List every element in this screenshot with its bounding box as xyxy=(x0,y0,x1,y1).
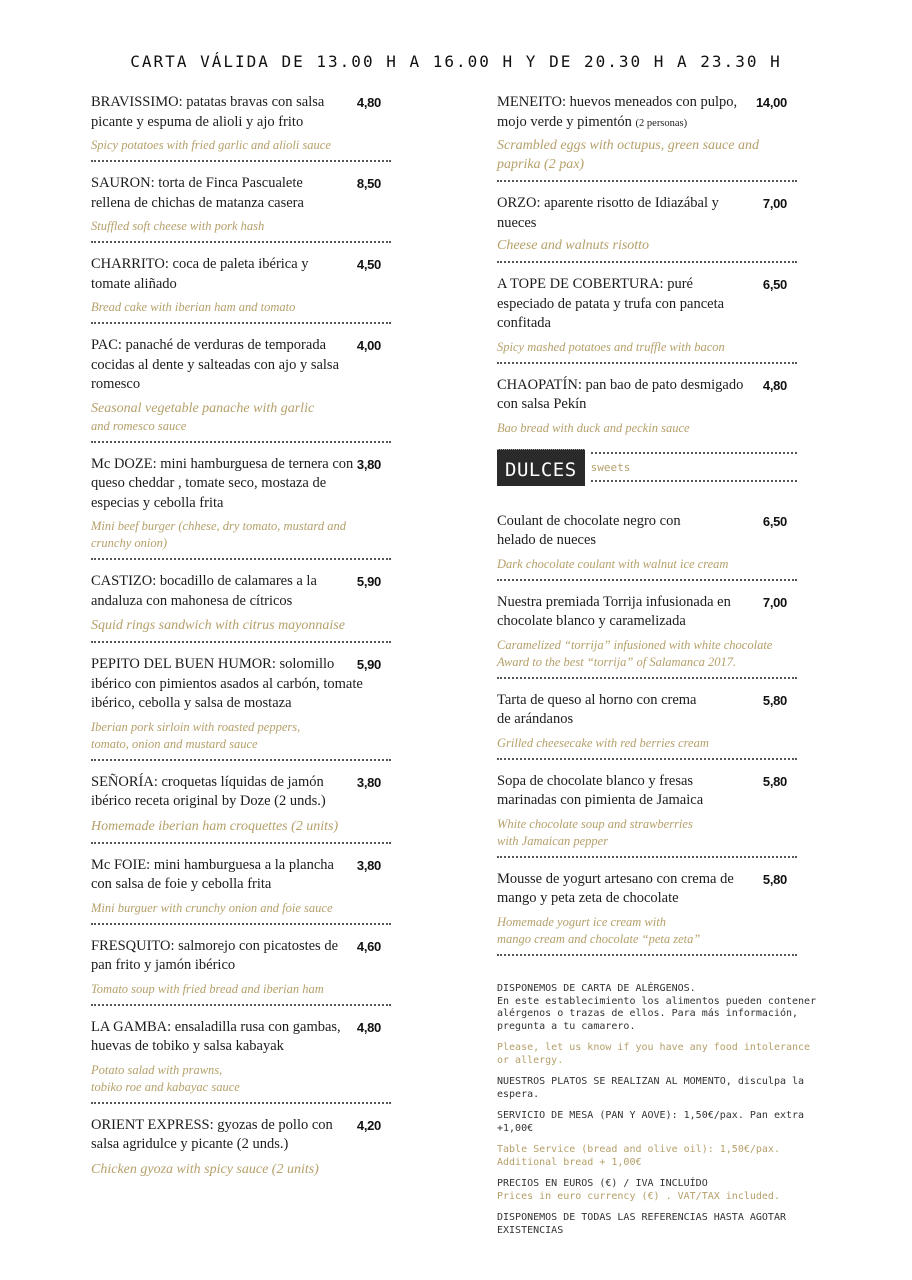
item-price: 4,80 xyxy=(356,95,381,110)
item-english-continued: with Jamaican pepper xyxy=(497,833,609,848)
item-english: Homemade iberian ham croquettes (2 units) xyxy=(91,818,339,834)
left-column xyxy=(91,93,391,1197)
dessert-item-torrija xyxy=(497,593,797,679)
item-english: Chicken gyoza with spicy sauce (2 units) xyxy=(91,1161,319,1177)
menu-item-senoria xyxy=(91,773,391,844)
item-name: Sopa de chocolate blanco y fresas marinadas con pimienta de Jamaica xyxy=(497,772,704,808)
item-price: 7,00 xyxy=(762,594,787,610)
prices-english: Prices in euro currency (€) . VAT/TAX included. xyxy=(497,1190,780,1202)
made-now-note: NUESTROS PLATOS SE REALIZAN AL MOMENTO, disculpa la espera. xyxy=(497,1076,805,1100)
item-price: 5,90 xyxy=(356,657,381,672)
item-english: Homemade yogurt ice cream with xyxy=(497,914,666,929)
item-english-continued: mango cream and chocolate “peta zeta” xyxy=(497,931,701,946)
item-english: Seasonal vegetable panache with garlic xyxy=(91,400,315,416)
item-name-main: MENEITO: huevos meneados con pulpo, mojo verde y pimentón xyxy=(497,94,738,130)
dulces-subtitle: sweets xyxy=(590,460,631,474)
item-name: ORZO: aparente risotto de Idiazábal y nueces xyxy=(497,195,719,231)
menu-item-castizo xyxy=(91,572,391,643)
item-name: Coulant de chocolate negro con helado de nueces xyxy=(497,512,681,548)
item-price: 6,50 xyxy=(762,513,787,529)
item-english: Bread cake with iberian ham and tomato xyxy=(91,300,296,314)
item-price: 4,00 xyxy=(356,338,381,353)
allergens-title: DISPONEMOS DE CARTA DE ALÉRGENOS. xyxy=(497,983,696,994)
menu-item-mc-foie xyxy=(91,856,391,925)
dulces-title: DULCES xyxy=(497,449,585,486)
menu-item-pepito xyxy=(91,655,391,761)
item-name: BRAVISSIMO: patatas bravas con salsa picante y espuma de alioli y ajo frito xyxy=(91,94,325,130)
menu-item-orzo xyxy=(497,194,797,263)
item-name: Mc FOIE: mini hamburguesa a la plancha con salsa de foie y cebolla frita xyxy=(91,856,334,892)
item-english: Iberian pork sirloin with roasted peppers, tomato, onion and mustard sauce xyxy=(91,719,301,751)
item-english: Scrambled eggs with octupus, green sauce and paprika (2 pax) xyxy=(497,138,759,172)
prices-note: PRECIOS EN EUROS (€) / IVA INCLUÍDO xyxy=(497,1178,708,1189)
item-english-continued: Award to the best “torrija” of Salamanca 2017. xyxy=(497,654,737,669)
item-price: 4,80 xyxy=(762,377,787,393)
allergens-text: En este establecimiento los alimentos pueden contener alérgenos o trazas de ellos. Para más información, pregunta a tu camarero. xyxy=(497,995,817,1032)
item-name: Mousse de yogurt artesano con crema de mango y peta zeta de chocolate xyxy=(497,870,734,906)
menu-item-charrito xyxy=(91,255,391,324)
dessert-item-mousse xyxy=(497,870,797,956)
menu-hours-header: CARTA VÁLIDA DE 13.00 H A 16.00 H Y DE 20.30 H A 23.30 H xyxy=(130,52,782,71)
item-name: FRESQUITO: salmorejo con picatostes de pan frito y jamón ibérico xyxy=(91,937,339,973)
stock-note: DISPONEMOS DE TODAS LAS REFERENCIAS HASTA AGOTAR EXISTENCIAS xyxy=(497,1212,786,1236)
item-price: 6,50 xyxy=(762,277,787,292)
service-note: SERVICIO DE MESA (PAN Y AOVE): 1,50€/pax. Pan extra +1,00€ xyxy=(497,1110,805,1134)
dessert-item-tarta-queso xyxy=(497,691,797,760)
menu-item-chaopatin xyxy=(497,376,797,443)
dessert-item-coulant xyxy=(497,512,797,581)
item-english: Cheese and walnuts risotto xyxy=(497,238,650,253)
menu-item-mc-doze xyxy=(91,455,391,561)
item-price: 4,60 xyxy=(356,938,381,954)
item-english: Mini burguer with crunchy onion and foie sauce xyxy=(91,900,333,915)
item-name: ORIENT EXPRESS: gyozas de pollo con salsa agridulce y picante (2 unds.) xyxy=(91,1116,333,1152)
item-english: Spicy potatoes with fried garlic and alioli sauce xyxy=(91,138,331,152)
item-price: 4,50 xyxy=(356,257,381,272)
menu-item-fresquito xyxy=(91,937,391,1006)
item-name: Mc DOZE: mini hamburguesa de ternera con queso cheddar , tomate seco, mostaza de especias y cebolla frita xyxy=(91,455,354,511)
item-english: Spicy mashed potatoes and truffle with bacon xyxy=(497,339,725,354)
dulces-rule xyxy=(591,452,797,482)
allergens-english: Please, let us know if you have any food intolerance or allergy. xyxy=(497,1042,811,1066)
dessert-item-sopa-chocolate xyxy=(497,772,797,858)
item-name: CHAOPATÍN: pan bao de pato desmigado con salsa Pekín xyxy=(497,376,744,412)
item-english: Stuffled soft cheese with pork hash xyxy=(91,219,265,233)
item-english: Grilled cheesecake with red berries cream xyxy=(497,735,709,750)
item-name-note: (2 personas) xyxy=(635,117,688,129)
item-name: PAC: panaché de verduras de temporada cocidas al dente y salteadas con ajo y salsa romesco xyxy=(91,337,340,392)
item-price: 4,80 xyxy=(356,1019,381,1035)
item-price: 5,90 xyxy=(356,574,381,589)
item-english: Mini beef burger (chhese, dry tomato, mustard and crunchy onion) xyxy=(91,519,346,550)
item-name: SEÑORÍA: croquetas líquidas de jamón ibérico receta original by Doze (2 unds.) xyxy=(91,773,326,809)
item-price: 5,80 xyxy=(762,692,787,708)
item-english: Dark chocolate coulant with walnut ice cream xyxy=(497,556,729,571)
item-name: LA GAMBA: ensaladilla rusa con gambas, huevas de tobiko y salsa kabayak xyxy=(91,1018,341,1054)
item-price: 7,00 xyxy=(762,196,787,211)
item-name: CHARRITO: coca de paleta ibérica y tomate aliñado xyxy=(91,256,309,292)
menu-item-bravissimo xyxy=(91,93,391,162)
item-english: Bao bread with duck and peckin sauce xyxy=(497,420,690,435)
info-notes xyxy=(497,983,827,1246)
menu-item-meneito xyxy=(497,93,797,182)
item-name: Tarta de queso al horno con crema de arándanos xyxy=(497,691,697,727)
item-price: 5,80 xyxy=(762,773,787,789)
item-price: 3,80 xyxy=(356,456,381,472)
item-price: 5,80 xyxy=(762,871,787,887)
right-column xyxy=(497,93,797,956)
item-english: Caramelized “torrija” infusioned with white chocolate xyxy=(497,637,773,652)
item-price: 3,80 xyxy=(356,774,381,790)
item-english-continued: tobiko roe and kabayac sauce xyxy=(91,1079,240,1094)
item-english: Squid rings sandwich with citrus mayonnaise xyxy=(91,618,345,633)
item-name: A TOPE DE COBERTURA: puré especiado de patata y trufa con panceta confitada xyxy=(497,276,725,331)
item-english: White chocolate soup and strawberries xyxy=(497,816,693,831)
item-english: Tomato soup with fried bread and iberian ham xyxy=(91,981,324,996)
item-name: PEPITO DEL BUEN HUMOR: solomillo ibérico con pimientos asados al carbón, tomate ibérico, cebolla y salsa de mostaza xyxy=(91,656,363,711)
item-name: Nuestra premiada Torrija infusionada en chocolate blanco y caramelizada xyxy=(497,593,731,629)
menu-item-orient-express xyxy=(91,1116,391,1185)
menu-item-a-tope xyxy=(497,275,797,364)
item-price: 3,80 xyxy=(356,857,381,873)
menu-item-pac xyxy=(91,336,391,443)
menu-item-sauron xyxy=(91,174,391,243)
item-price: 14,00 xyxy=(755,95,787,110)
item-name xyxy=(497,93,749,133)
item-name: CASTIZO: bocadillo de calamares a la andaluza con mahonesa de cítricos xyxy=(91,573,317,609)
service-english: Table Service (bread and olive oil): 1,50€/pax. Additional bread + 1,00€ xyxy=(497,1144,780,1168)
allergens-note xyxy=(497,983,827,1033)
item-english-continued: and romesco sauce xyxy=(91,418,187,433)
item-name: SAURON: torta de Finca Pascualete rellena de chichas de matanza casera xyxy=(91,175,304,211)
item-price: 4,20 xyxy=(356,1117,381,1133)
item-english: Potato salad with prawns, xyxy=(91,1062,223,1077)
item-price: 8,50 xyxy=(356,176,381,191)
menu-item-la-gamba xyxy=(91,1018,391,1104)
dulces-section-header xyxy=(497,449,797,486)
